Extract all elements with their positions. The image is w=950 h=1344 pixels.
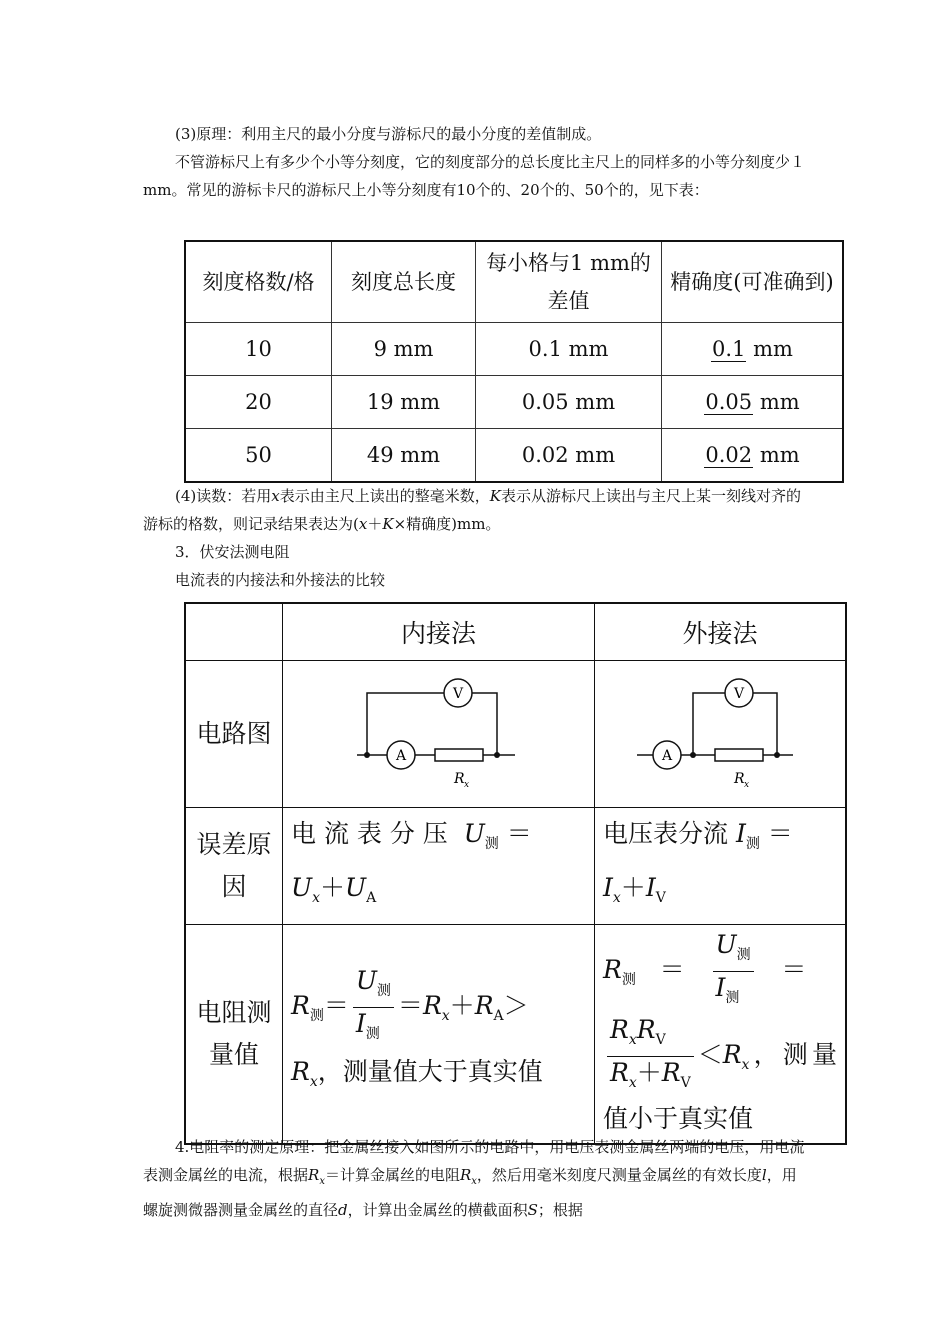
cell-divisions: 50 bbox=[185, 429, 332, 483]
svg-text:x: x bbox=[744, 780, 750, 790]
header-total-length: 刻度总长度 bbox=[332, 241, 476, 323]
cell-diff: 0.02 mm bbox=[476, 429, 662, 483]
section3-title: 3．伏安法测电阻 bbox=[175, 543, 290, 561]
cell-precision: 0.02 mm bbox=[662, 429, 844, 483]
comparison-table bbox=[184, 602, 847, 1145]
fraction-u-over-i: $\frac{U_测}{I_测}$ bbox=[713, 929, 754, 1014]
col-outer: 外接法 bbox=[595, 603, 847, 661]
principle-paragraph: (3)原理：利用主尺的最小分度与游标尺的最小分度的差值制成。 bbox=[175, 125, 602, 143]
col-inner: 内接法 bbox=[283, 603, 595, 661]
fraction-u-over-i: $\frac{U_测}{I_测}$ bbox=[353, 965, 394, 1050]
outer-circuit-diagram bbox=[595, 661, 845, 801]
row-value: 电阻测量值 bbox=[185, 925, 283, 1145]
outer-circuit-cell bbox=[595, 661, 847, 808]
svg-text:V: V bbox=[733, 686, 745, 702]
svg-text:R: R bbox=[734, 771, 745, 787]
fraction-parallel: $\frac{R_xR_V}{R_x+R_V}$ bbox=[607, 1014, 694, 1099]
header-difference: 每小格与1 mm的差值 bbox=[476, 241, 662, 323]
row-error: 误差原因 bbox=[185, 808, 283, 925]
row-circuit: 电路图 bbox=[185, 661, 283, 808]
cell-total: 9 mm bbox=[332, 323, 476, 376]
intro-paragraph: 不管游标尺上有多少个小等分刻度，它的刻度部分的总长度比主尺上的同样多的小等分刻度少１ mm。常见的游标卡尺的游标尺上小等分刻度有10个的、20个的、50个的，见下表： bbox=[143, 153, 806, 199]
cell-total: 19 mm bbox=[332, 376, 476, 429]
inner-circuit-cell bbox=[283, 661, 595, 808]
cell-diff: 0.05 mm bbox=[476, 376, 662, 429]
inner-value-cell: $R_测=$ $\frac{U_测}{I_测}$ $=R_x+R_A>$ $R_x$，测量值大于真实值 bbox=[283, 925, 595, 1145]
svg-text:V: V bbox=[452, 686, 464, 702]
table-row bbox=[185, 376, 843, 429]
reading-paragraph: (4)读数：若用x表示由主尺上读出的整毫米数，K表示从游标尺上读出与主尺上某一刻线对齐的游标的格数，则记录结果表达为(x＋K×精确度)mm。 bbox=[143, 487, 801, 533]
corner-cell bbox=[185, 603, 283, 661]
table-row bbox=[185, 323, 843, 376]
cell-total: 49 mm bbox=[332, 429, 476, 483]
svg-text:R: R bbox=[454, 771, 465, 787]
svg-text:A: A bbox=[395, 748, 407, 764]
header-precision: 精确度(可准确到) bbox=[662, 241, 844, 323]
svg-text:A: A bbox=[661, 748, 673, 764]
svg-text:x: x bbox=[464, 780, 470, 790]
section3-subtitle: 电流表的内接法和外接法的比较 bbox=[175, 571, 386, 589]
cell-diff: 0.1 mm bbox=[476, 323, 662, 376]
resistor-icon bbox=[715, 749, 763, 761]
resistor-icon bbox=[435, 749, 483, 761]
vernier-table bbox=[184, 240, 844, 483]
section4-paragraph: 4.电阻率的测定原理：把金属丝接入如图所示的电路中，用电压表测金属丝两端的电压，用电流表测金属丝的电流，根据$R_x=$计算金属丝的电阻$R_x$，然后用毫米刻度尺测量金属丝的有效长度l，用螺旋测微器测量金属丝的直径d，计算出金属丝的横截面积S；根据 bbox=[143, 1138, 805, 1219]
cell-precision: 0.1 mm bbox=[662, 323, 844, 376]
cell-precision: 0.05 mm bbox=[662, 376, 844, 429]
outer-error-cell: 电压表分流 $I_测$ ＝ $I_x+I_V$ bbox=[595, 808, 847, 925]
table-row bbox=[185, 429, 843, 483]
outer-value-cell: $R_测$ ＝ $\frac{U_测}{I_测}$ ＝ $\frac{R_xR_V}{R_x+R_V}$ $<R_x$，测量值小于真实值 bbox=[595, 925, 847, 1145]
cell-divisions: 10 bbox=[185, 323, 332, 376]
cell-divisions: 20 bbox=[185, 376, 332, 429]
inner-circuit-diagram bbox=[283, 661, 594, 801]
inner-error-cell: 电 流 表 分 压 $U_测$ ＝ $U_x+U_A$ bbox=[283, 808, 595, 925]
header-divisions: 刻度格数/格 bbox=[185, 241, 332, 323]
